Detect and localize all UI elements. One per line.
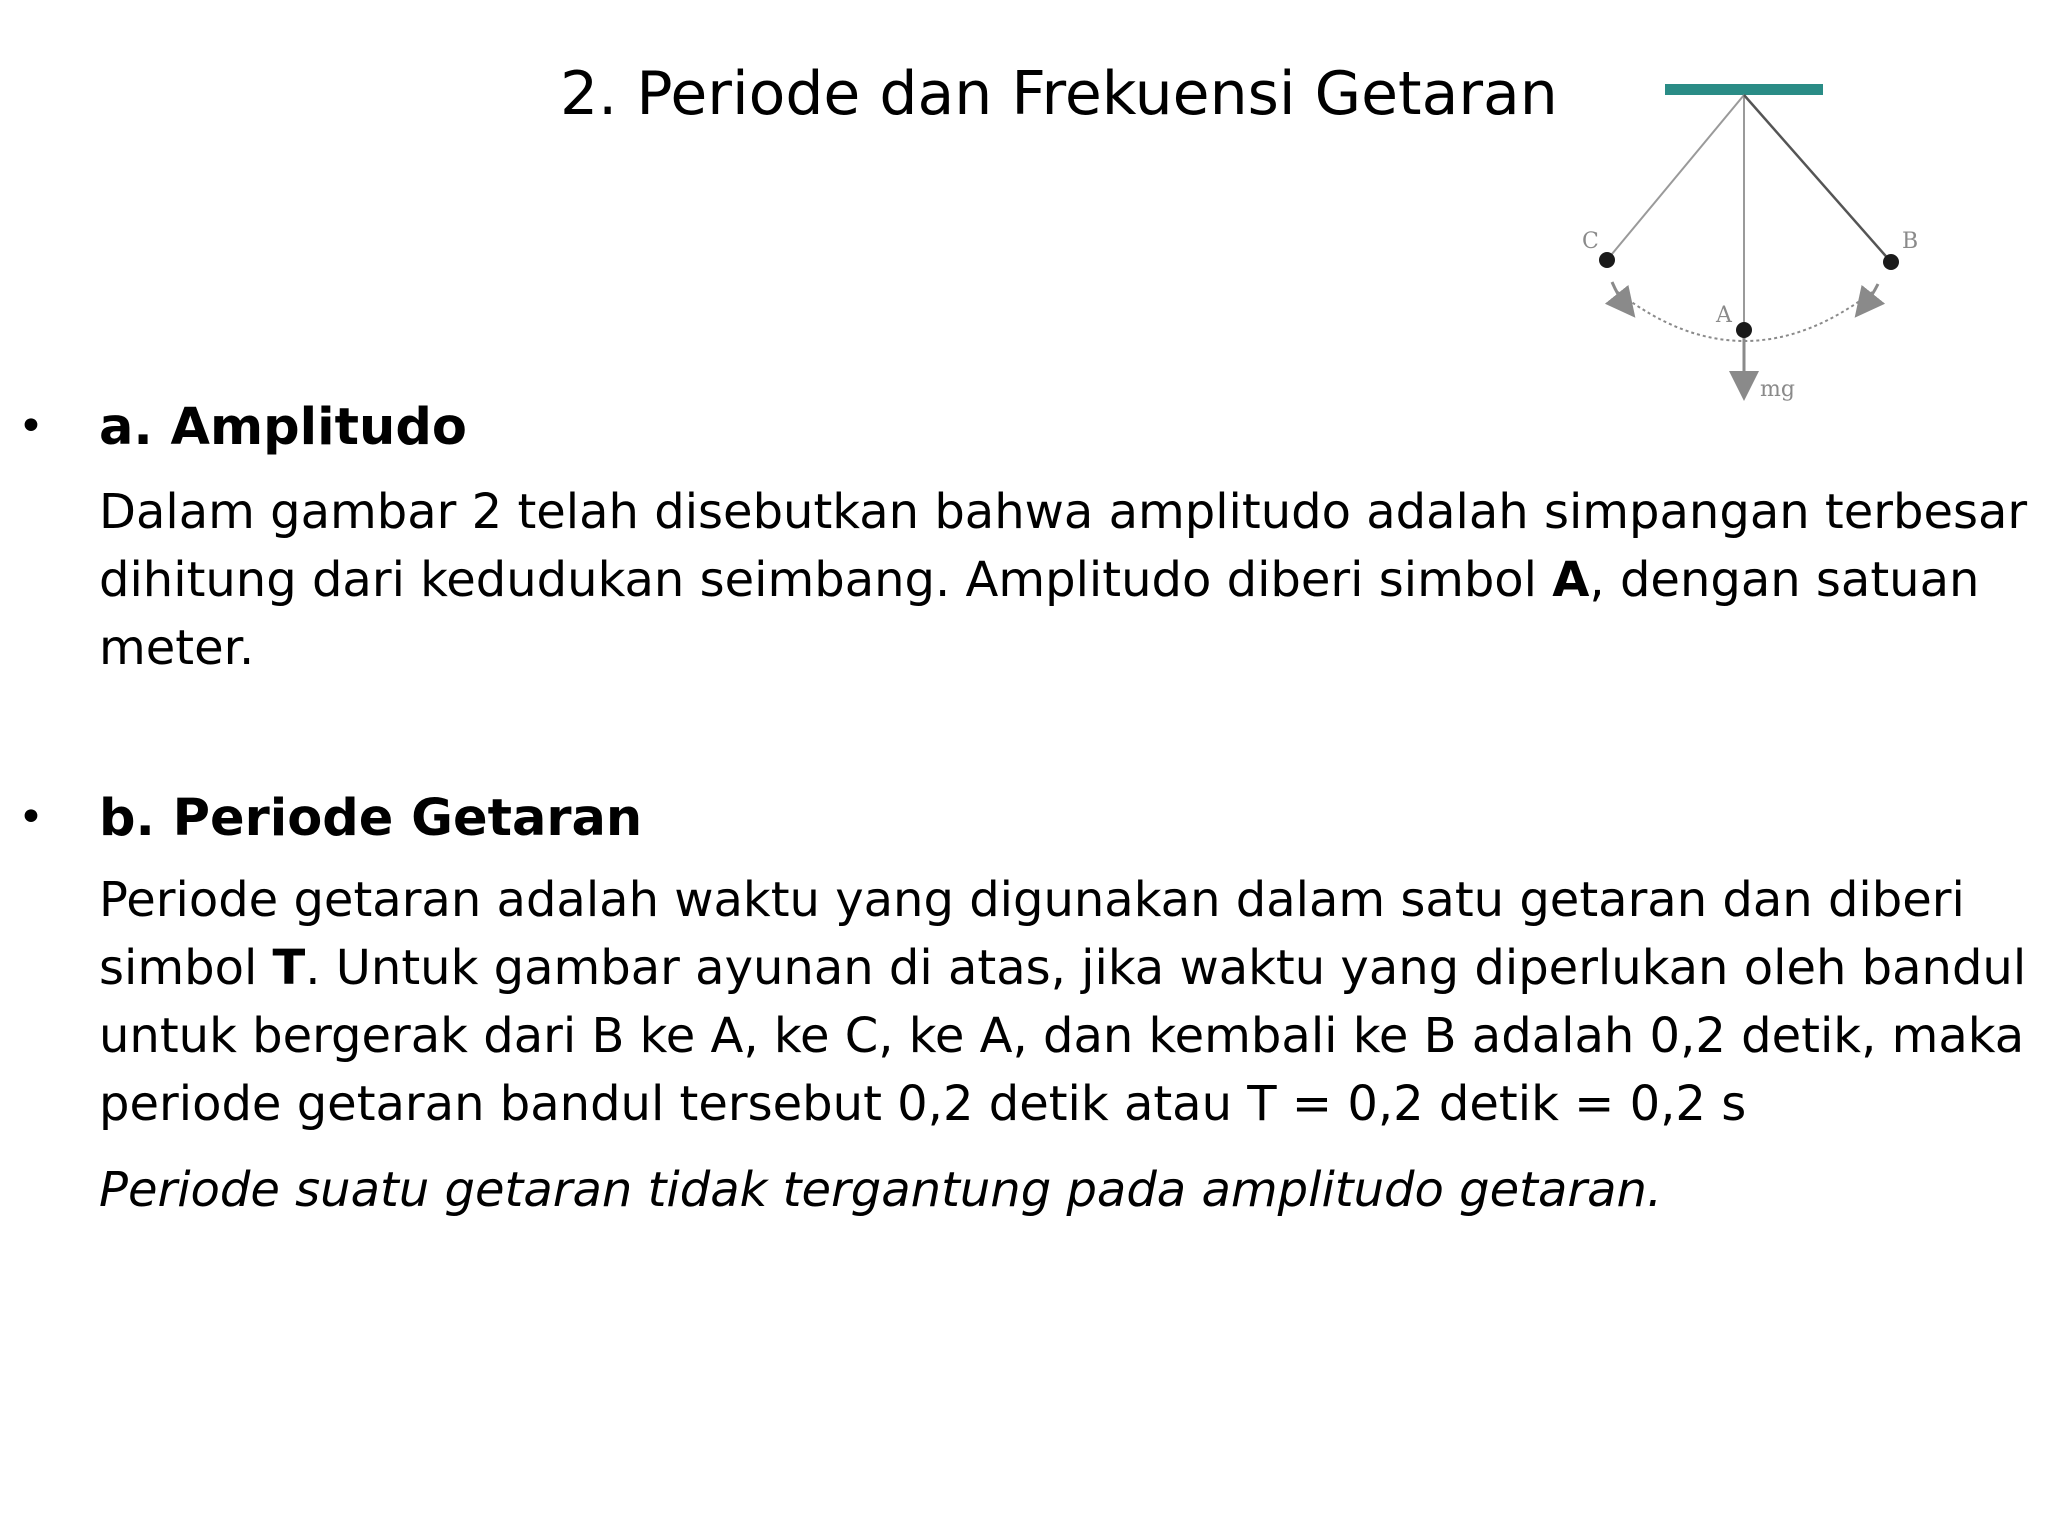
label-a: A xyxy=(1716,303,1732,328)
heading-amplitudo: a. Amplitudo xyxy=(99,398,467,457)
amplitudo-line-2 xyxy=(99,546,1999,614)
periode-line-3: untuk bergerak dari B ke A, ke C, ke A, dan kembali ke B adalah 0,2 detik, maka xyxy=(99,1008,2025,1064)
arc-arrow-right xyxy=(1864,284,1878,306)
arc-arrow-left xyxy=(1612,282,1626,306)
periode-line-4: periode getaran bandul tersebut 0,2 detik atau T = 0,2 detik = 0,2 s xyxy=(99,1076,1747,1132)
amplitudo-line-2-tail: , dengan satuan xyxy=(1589,552,1980,608)
periode-line-1: Periode getaran adalah waktu yang digunakan dalam satu getaran dan diberi xyxy=(99,872,1965,928)
label-b: B xyxy=(1902,229,1919,254)
symbol-t: T xyxy=(272,940,306,996)
amplitudo-line-1: Dalam gambar 2 telah disebutkan bahwa amplitudo adalah simpangan terbesar xyxy=(99,484,2028,540)
slide-title: 2. Periode dan Frekuensi Getaran xyxy=(560,59,1558,129)
periode-line-2-tail: . Untuk gambar ayunan di atas, jika waktu yang diperlukan oleh bandul xyxy=(305,940,2027,996)
label-mg: mg xyxy=(1760,377,1795,402)
string-c xyxy=(1607,95,1744,260)
paragraph-periode xyxy=(99,866,2027,1138)
symbol-a: A xyxy=(1552,552,1590,608)
amplitudo-line-2-text: dihitung dari kedudukan seimbang. Amplitudo diberi simbol xyxy=(99,552,1553,608)
bob-c xyxy=(1599,252,1615,268)
paragraph-amplitudo xyxy=(99,478,2028,682)
periode-line-2 xyxy=(99,934,2027,1002)
amplitudo-line-3: meter. xyxy=(99,620,255,676)
periode-note: Periode suatu getaran tidak tergantung pada amplitudo getaran. xyxy=(99,1162,1663,1218)
bob-b xyxy=(1883,254,1899,270)
string-b xyxy=(1744,95,1891,262)
bob-a xyxy=(1736,322,1752,338)
ceiling-bar xyxy=(1665,84,1823,95)
bullet-a: • xyxy=(18,401,44,452)
label-c: C xyxy=(1582,229,1599,254)
pendulum-diagram xyxy=(1560,60,1940,440)
heading-periode-getaran: b. Periode Getaran xyxy=(99,789,643,848)
periode-line-2-text: simbol xyxy=(99,940,273,996)
bullet-b: • xyxy=(18,792,44,843)
